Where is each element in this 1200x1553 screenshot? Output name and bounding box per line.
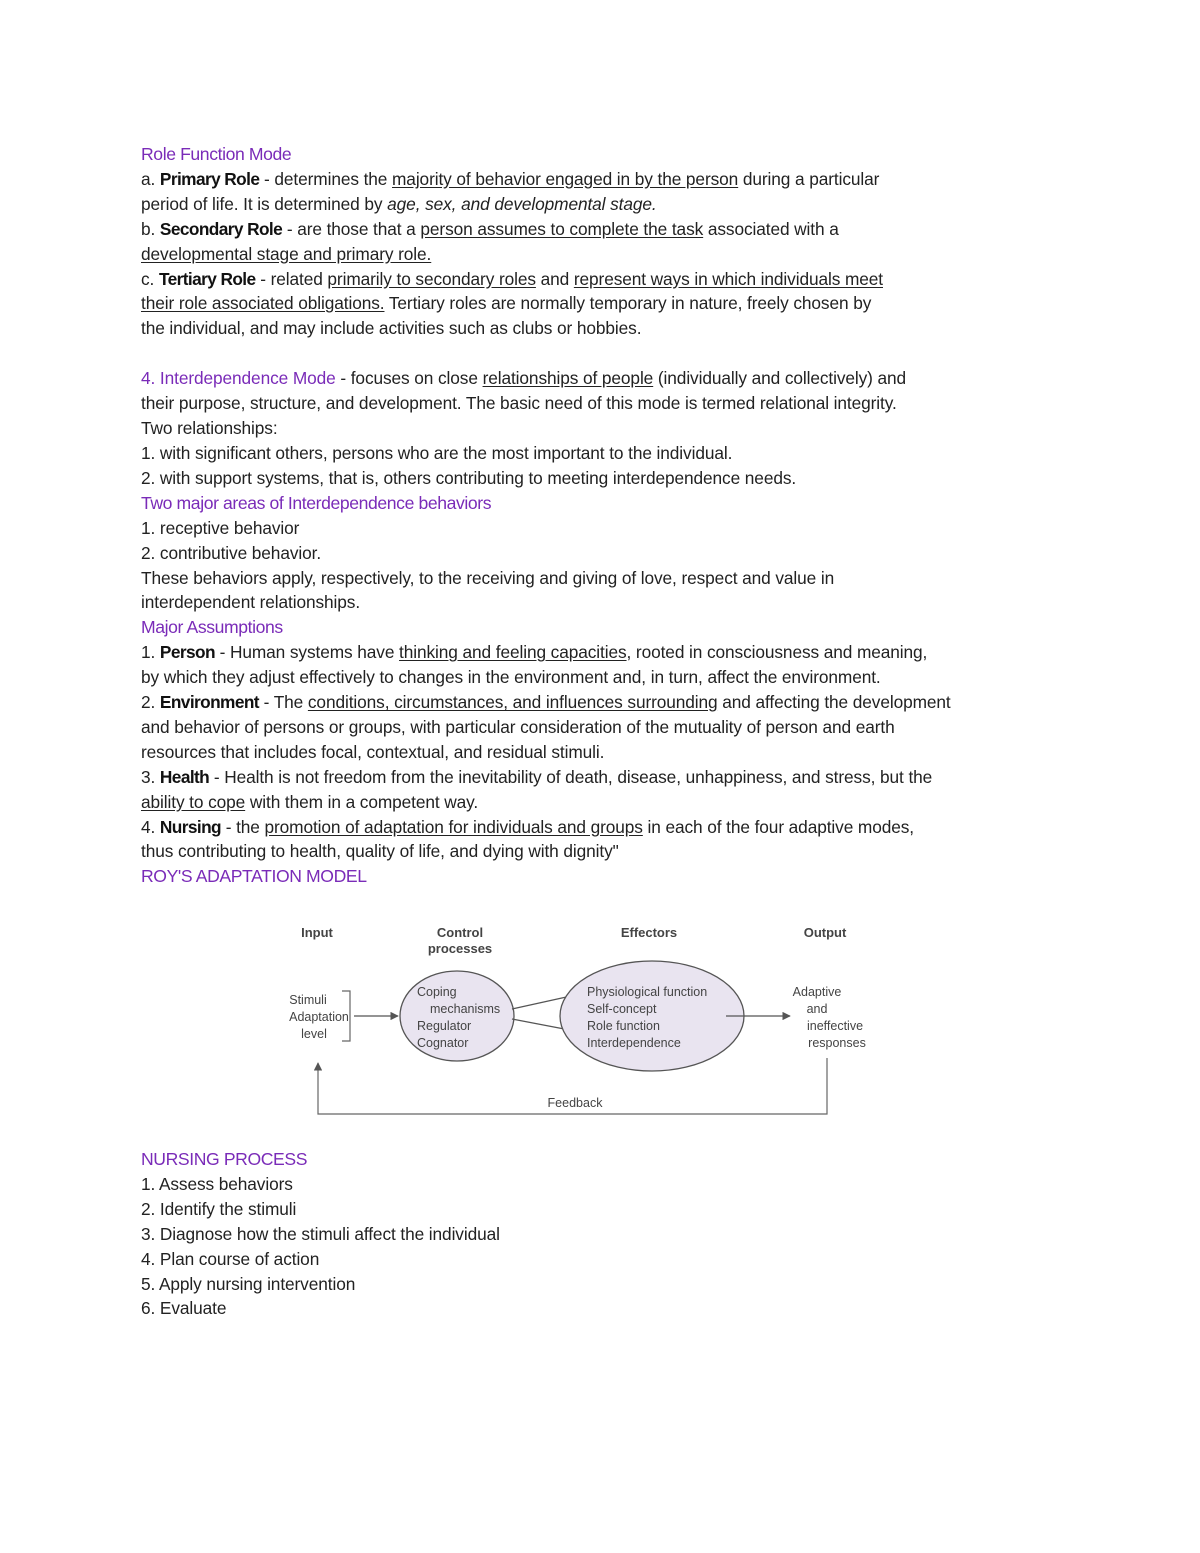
tertiary-role-text: - related <box>255 268 328 289</box>
nursing-step: 3. Diagnose how the stimuli affect the individual <box>141 1223 500 1244</box>
health-line-2 <box>141 790 1061 815</box>
environment-text: - The <box>258 692 308 713</box>
primary-role-text-3: period of life. It is determined by <box>141 193 388 214</box>
person-prefix: 1. <box>141 642 160 663</box>
environment-line-1 <box>141 690 1061 715</box>
health-text-2: with them in a competent way. <box>245 791 479 812</box>
nursing-process-heading: NURSING PROCESS <box>141 1149 308 1169</box>
role-function-heading: Role Function Mode <box>141 144 292 164</box>
effectors-text-1: Physiological function <box>587 985 708 999</box>
environment-underline: conditions, circumstances, and influences surrounding <box>307 692 718 713</box>
interdependence-line-4: 1. with significant others, persons who are the most important to the individual. <box>141 442 733 463</box>
tertiary-role-underline-3: their role associated obligations. <box>141 293 385 314</box>
health-line-1 <box>141 765 1061 790</box>
nursing-text: - the <box>221 816 265 837</box>
primary-role-prefix: a. <box>141 168 160 189</box>
feedback-label: Feedback <box>547 1096 603 1110</box>
primary-role-line-2 <box>141 192 1061 217</box>
nursing-step: 5. Apply nursing intervention <box>141 1273 356 1294</box>
input-label: Input <box>301 925 333 940</box>
nursing-process-section <box>141 1147 1041 1321</box>
document-body <box>141 142 1061 889</box>
primary-role-underline: majority of behavior engaged in by the person <box>392 168 739 189</box>
interdependence-line-2: their purpose, structure, and development. The basic need of this mode is termed relational integrity. <box>141 393 897 414</box>
tertiary-role-text-2: and <box>535 268 574 289</box>
coping-text-1: Coping <box>417 985 457 999</box>
tertiary-role-term: Tertiary Role <box>158 268 256 289</box>
environment-line-3: resources that includes focal, contextual, and residual stimuli. <box>141 741 605 762</box>
effectors-label: Effectors <box>620 925 678 940</box>
control-label-2: processes <box>427 941 493 956</box>
effectors-text-3: Role function <box>587 1019 660 1033</box>
coping-text-3: Regulator <box>417 1019 472 1033</box>
secondary-role-underline: person assumes to complete the task <box>420 218 704 239</box>
nursing-line-2: thus contributing to health, quality of life, and dying with dignity" <box>141 841 619 862</box>
interdependence-text-2: (individually and collectively) and <box>653 368 907 389</box>
effectors-text-4: Interdependence <box>587 1036 681 1050</box>
nursing-step: 1. Assess behaviors <box>141 1173 293 1194</box>
tertiary-role-line-1 <box>141 267 1061 292</box>
control-label-1: Control <box>436 925 484 940</box>
roy-adaptation-diagram <box>280 915 880 1120</box>
effectors-text-2: Self-concept <box>587 1002 657 1016</box>
primary-role-line-1 <box>141 167 1061 192</box>
output-text-2: and <box>806 1002 828 1016</box>
assumptions-heading: Major Assumptions <box>141 617 283 638</box>
environment-line-2: and behavior of persons or groups, with particular consideration of the mutuality of person and earth <box>141 716 895 737</box>
secondary-role-line-2 <box>141 242 1061 267</box>
tertiary-role-underline-2: represent ways in which individuals meet <box>573 268 883 289</box>
environment-term: Environment <box>159 692 259 713</box>
health-underline: ability to cope <box>141 791 246 812</box>
secondary-role-underline-2: developmental stage and primary role. <box>141 243 432 264</box>
person-text: - Human systems have <box>214 642 400 663</box>
nursing-term: Nursing <box>159 816 222 837</box>
effectors-ellipse <box>560 961 744 1071</box>
nursing-underline: promotion of adaptation for individuals and groups <box>264 816 643 837</box>
output-text-1: Adaptive <box>792 985 842 999</box>
primary-role-italic: age, sex, and developmental stage. <box>387 193 657 214</box>
coping-text-4: Cognator <box>417 1036 469 1050</box>
stimuli-text-2: Adaptation <box>289 1010 349 1024</box>
primary-role-term: Primary Role <box>159 168 260 189</box>
nursing-line-1 <box>141 815 1061 840</box>
person-line-1 <box>141 640 1061 665</box>
secondary-role-text-2: associated with a <box>703 218 839 239</box>
secondary-role-prefix: b. <box>141 218 160 239</box>
output-text-3: ineffective <box>806 1019 864 1033</box>
primary-role-text: - determines the <box>259 168 393 189</box>
health-prefix: 3. <box>141 766 160 787</box>
roy-model-heading: ROY'S ADAPTATION MODEL <box>141 866 367 887</box>
output-label: Output <box>803 925 847 940</box>
two-major-line-4: interdependent relationships. <box>141 592 361 613</box>
person-underline: thinking and feeling capacities <box>399 642 627 663</box>
person-text-2: , rooted in consciousness and meaning, <box>626 642 928 663</box>
tertiary-role-underline: primarily to secondary roles <box>327 268 536 289</box>
nursing-step: 6. Evaluate <box>141 1298 227 1319</box>
person-term: Person <box>159 642 215 663</box>
primary-role-text-2: during a particular <box>738 168 880 189</box>
interdependence-line-1 <box>141 366 1061 391</box>
person-line-2: by which they adjust effectively to changes in the environment and, in turn, affect the environment. <box>141 667 881 688</box>
nursing-step: 2. Identify the stimuli <box>141 1198 297 1219</box>
two-major-heading: Two major areas of Interdependence behaviors <box>141 492 492 513</box>
spacer <box>141 341 1061 366</box>
environment-text-2: and affecting the development <box>717 692 951 713</box>
interdependence-line-3: Two relationships: <box>141 418 278 439</box>
tertiary-role-text-3: Tertiary roles are normally temporary in nature, freely chosen by <box>384 293 872 314</box>
nursing-prefix: 4. <box>141 816 160 837</box>
tertiary-role-line-3: the individual, and may include activities such as clubs or hobbies. <box>141 318 642 339</box>
secondary-role-text: - are those that a <box>282 218 421 239</box>
output-text-4: responses <box>808 1036 866 1050</box>
stimuli-text-1: Stimuli <box>289 993 327 1007</box>
nursing-text-2: in each of the four adaptive modes, <box>642 816 914 837</box>
two-major-line-3: These behaviors apply, respectively, to the receiving and giving of love, respect and value in <box>141 567 835 588</box>
interdependence-underline: relationships of people <box>482 368 654 389</box>
nursing-step: 4. Plan course of action <box>141 1248 320 1269</box>
secondary-role-line-1 <box>141 217 1061 242</box>
two-major-item-2: 2. contributive behavior. <box>141 542 322 563</box>
interdependence-heading: 4. Interdependence Mode <box>141 368 336 389</box>
health-text: - Health is not freedom from the inevitability of death, disease, unhappiness, and stress, but the <box>209 766 933 787</box>
interdependence-line-5: 2. with support systems, that is, others contributing to meeting interdependence needs. <box>141 467 797 488</box>
secondary-role-term: Secondary Role <box>159 218 283 239</box>
health-term: Health <box>159 766 210 787</box>
tertiary-role-line-2 <box>141 291 1061 316</box>
tertiary-role-prefix: c. <box>141 268 159 289</box>
environment-prefix: 2. <box>141 692 160 713</box>
interdependence-text: - focuses on close <box>335 368 483 389</box>
stimuli-text-3: level <box>301 1027 327 1041</box>
coping-text-2: mechanisms <box>430 1002 501 1016</box>
two-major-item-1: 1. receptive behavior <box>141 517 300 538</box>
